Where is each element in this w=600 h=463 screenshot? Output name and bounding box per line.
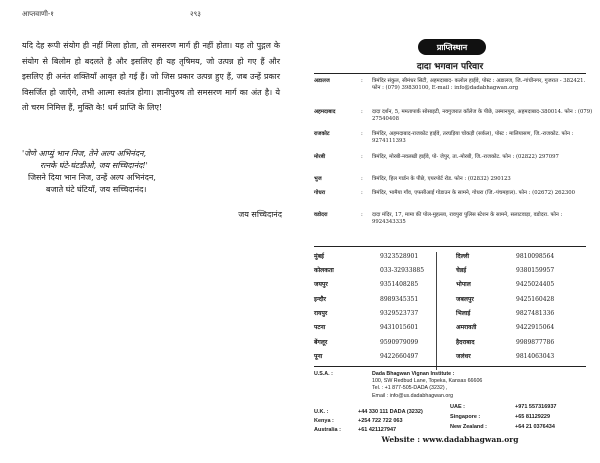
city-name: कोलकता [314, 267, 334, 274]
right-page [300, 0, 600, 463]
phone-number: 9323528901 [380, 253, 419, 260]
address-city: वडोदरा [314, 212, 328, 218]
phone-number: 9351408285 [380, 281, 419, 288]
phone-row [314, 338, 586, 348]
address-text: दादा मंदिर, 17, मामा की पोल-मुहल्ला, रावपुरा पुलिस स्टेशन के सामने, सलाटवाड़ा, वडोदरा. फोन : 9924343335 [372, 212, 563, 226]
body-paragraph: यदि देह रूपी संयोग ही नहीं मिला होता, तो समसरण मार्ग ही नहीं होता। यह तो पुद्गल के संयोग से बिलोम हो बदलते है और इसलिए ही यह तृषिमय, जो उत्पन्न हो गए हैं और इसलिए ही अनंत शक्तियाँ आवृत हो गई हैं। जो जिस प्रकार उत्पन्न हुए हैं, जब उन्हें प्रकार विसर्जित हो जाएँगे, तभी आत्मा स्वतंत्र होगा। ज्ञानीपुरुष तो समसरण मार्ग का अंत है। ये तो चरम निमित्त हैं, मुक्ति के! धर्म प्राप्ति के लिए! [22, 41, 280, 113]
usa-email: Email : info@us.dadabhagwan.org [372, 392, 454, 399]
phone-row [314, 266, 586, 276]
phone-row [314, 252, 586, 262]
address-text: त्रिमंदिर, हिल गार्डन के पीछे, एयरपोर्ट रोड. फोन : (02832) 290123 [372, 176, 511, 182]
intl-label: Kenya : [314, 418, 334, 424]
poem-line: बजाते घंटे घंटियाँ, जय सच्चिदानंद। [46, 185, 147, 194]
phone-number: 9590979099 [380, 339, 419, 346]
intl-number: +971 557316937 [515, 404, 557, 410]
poem-line: जिसने दिया भान निज, उन्हें अल्प अभिनंदन, [28, 173, 156, 182]
intl-number: +61 421127947 [358, 427, 397, 433]
city-name: भिलाई [456, 310, 471, 317]
phone-row [314, 280, 586, 290]
phone-number: 033-32933885 [380, 267, 425, 274]
address-text: त्रिमंदिर संकुल, सीमंधर सिटी, अहमदाबाद- कलोल हाईवे, पोस्ट : अडालज, जि.-गांधीनगर, गुजरात - 382421. फोन : (079) 39830100, E-mail : info@dadabhagwan.org [372, 78, 586, 92]
phone-row [314, 352, 586, 362]
address-text: त्रिमंदिर, अहमदाबाद-राजकोट हाईवे, तरघड़िया चोकड़ी (सर्कल), पोस्ट : मालियासण, जि.-राजकोट. फोन : 9274111393 [372, 131, 574, 145]
city-name: बेंगलूर [314, 339, 328, 346]
address-entry: वडोदरा : दादा मंदिर, 17, मामा की पोल-मुहल्ला, रावपुरा पुलिस स्टेशन के सामने, सलाटवाड़ा, वडोदरा. फोन : 9924343335 [314, 212, 594, 227]
phone-number: 9380159957 [516, 267, 555, 274]
address-entry: भुज : त्रिमंदिर, हिल गार्डन के पीछे, एयरपोर्ट रोड. फोन : (02832) 290123 [314, 176, 594, 183]
city-name: पटना [314, 324, 326, 331]
phone-table-bottom-rule [314, 366, 586, 367]
phone-number: 9425160428 [516, 296, 555, 303]
address-city: मोरबी [314, 154, 326, 160]
intl-label: Singapore : [450, 414, 481, 420]
usa-street: 100, SW Redbud Lane, Topeka, Kansas 66606 [372, 378, 483, 385]
usa-address [372, 371, 482, 400]
city-name: पूना [314, 353, 323, 360]
intl-number: +254 722 722 063 [358, 418, 403, 424]
phone-table-top-rule [314, 246, 586, 247]
phone-number: 9989877786 [516, 339, 555, 346]
phone-number: 9431015601 [380, 324, 419, 331]
phone-number: 9827481336 [516, 310, 555, 317]
city-name: रायपुर [314, 310, 328, 317]
city-name: मुंबई [314, 253, 324, 260]
phone-row [314, 323, 586, 333]
phone-number: 9422660497 [380, 353, 419, 360]
address-text: दादा दर्शन, 5, ममतापार्क सोसाइटी, नवगुजरात कॉलेज के पीछे, उस्मानपुरा, अहमदाबाद-380014. फोन : (079) 27540408 [372, 109, 593, 123]
phone-row [314, 295, 586, 305]
poem-block [22, 148, 282, 196]
phone-number: 9329523737 [380, 310, 419, 317]
intl-label: New Zealand : [450, 424, 487, 430]
city-name: जयपुर [314, 281, 328, 288]
phone-number: 8989345351 [380, 296, 419, 303]
city-name: जलंधर [456, 353, 471, 360]
address-city: अहमदाबाद [314, 109, 336, 115]
signature: जय सच्चिदानंद [238, 210, 282, 219]
page-number: २९३ [190, 10, 201, 18]
top-rule [314, 73, 586, 74]
usa-label: U.S.A. : [314, 371, 333, 377]
usa-institute: Dada Bhagwan Vignan Institute : [372, 371, 455, 377]
address-city: भुज [314, 176, 322, 182]
city-name: इन्दौर [314, 296, 326, 303]
city-name: दिल्ली [456, 253, 470, 260]
intl-label: U.K. : [314, 409, 329, 415]
city-name: हैदराबाद [456, 339, 475, 346]
city-name: चेन्नई [456, 267, 467, 274]
city-name: भोपाल [456, 281, 471, 288]
running-header-title: आप्तवाणी-१ [22, 10, 54, 18]
address-text: त्रिमंदिर, भामैया गाँव, एफसीआई गोडाउन के सामने, गोधरा (जि.-पंचमहाल). फोन : (02672) 262300 [372, 190, 576, 196]
phone-row [314, 309, 586, 319]
address-city: अडालज [314, 78, 330, 84]
poem-line: रत्नके घंटे-घंटडीओ, जय सच्चिदानंद!' [40, 161, 148, 170]
address-entry: अडालज : त्रिमंदिर संकुल, सीमंधर सिटी, अहमदाबाद- कलोल हाईवे, पोस्ट : अडालज, जि.-गांधीनगर, गुजरात - 382421. फोन : (079) 39830100, E-mail : info@dadabhagwan.org [314, 78, 594, 93]
address-city: गोधरा [314, 190, 326, 196]
address-entry: मोरबी : त्रिमंदिर, मोरबी-नवलखी हाईवे, पो- जेपुर, ता.-मोरबी, जि.-राजकोट. फोन : (02822) 297097 [314, 154, 594, 161]
address-entry: राजकोट : त्रिमंदिर, अहमदाबाद-राजकोट हाईवे, तरघड़िया चोकड़ी (सर्कल), पोस्ट : मालियासण, जि.-राजकोट. फोन : 9274111393 [314, 131, 594, 146]
website-line: Website : www.dadabhagwan.org [381, 435, 519, 444]
address-entry: अहमदाबाद : दादा दर्शन, 5, ममतापार्क सोसाइटी, नवगुजरात कॉलेज के पीछे, उस्मानपुरा, अहमदाबाद-380014. फोन : (079) 27540408 [314, 109, 593, 123]
intl-label: Australia : [314, 427, 341, 433]
phone-number: 9422915064 [516, 324, 555, 331]
phone-number: 9810098564 [516, 253, 555, 260]
intl-number: +65 81129229 [515, 414, 551, 420]
city-name: अमरावती [456, 324, 477, 331]
intl-number: +64 21 0376434 [515, 424, 555, 430]
phone-number: 9425024405 [516, 281, 555, 288]
intl-label: UAE : [450, 404, 465, 410]
availability-badge: प्राप्तिस्थान [418, 39, 486, 55]
city-name: जबलपुर [456, 296, 474, 303]
phone-number: 9814063043 [516, 353, 555, 360]
address-entry: गोधरा : त्रिमंदिर, भामैया गाँव, एफसीआई गोडाउन के सामने, गोधरा (जि.-पंचमहाल). फोन : (02672) 262300 [314, 190, 594, 197]
usa-tel: Tel. : +1 877-505-DADA (3232) , [372, 385, 448, 392]
address-city: राजकोट [314, 131, 330, 137]
address-text: त्रिमंदिर, मोरबी-नवलखी हाईवे, पो- जेपुर, ता.-मोरबी, जि.-राजकोट. फोन : (02822) 297097 [372, 154, 559, 160]
poem-line: 'जेणे आप्युं भान निज, तेने अल्प अभिनंदन, [22, 149, 147, 158]
org-name: दादा भगवान परिवार [416, 62, 484, 72]
intl-number: +44 330 111 DADA (3232) [358, 409, 423, 415]
